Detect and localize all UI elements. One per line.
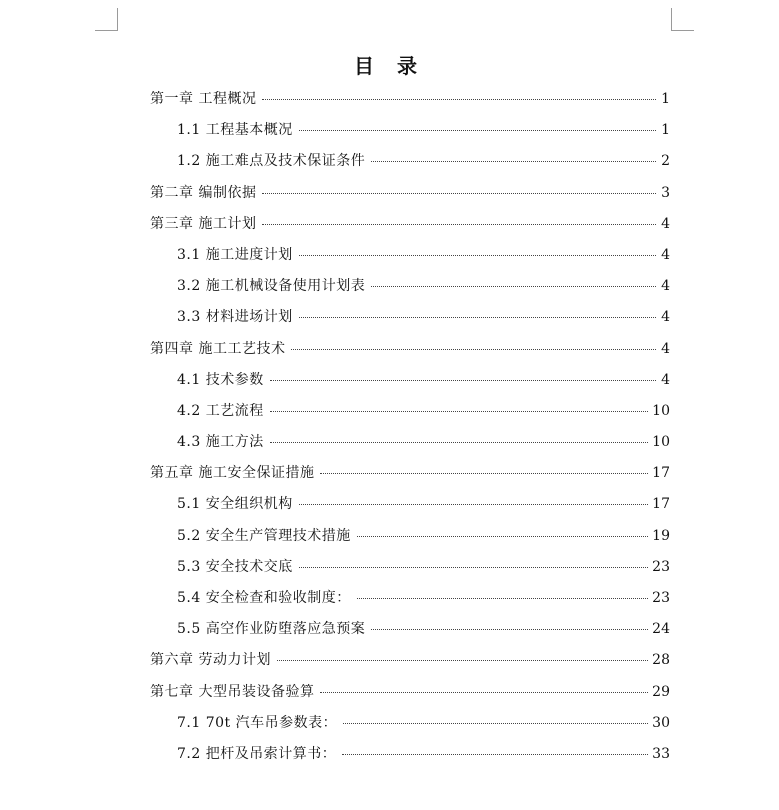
toc-page-number: 1	[661, 91, 670, 107]
toc-entry-label: 5.3 安全技术交底	[177, 558, 293, 575]
page-corner-mark-top-right	[671, 8, 694, 31]
toc-dot-leader	[270, 410, 648, 412]
toc-page-number: 10	[652, 434, 670, 451]
toc-chapter-entry[interactable]	[150, 645, 670, 676]
toc-section-entry[interactable]	[150, 521, 670, 552]
toc-entry-label: 1.1 工程基本概况	[177, 122, 293, 139]
toc-chapter-entry[interactable]	[150, 178, 670, 209]
toc-dot-leader	[299, 254, 656, 256]
toc-section-entry[interactable]	[150, 302, 670, 333]
toc-section-entry[interactable]	[150, 271, 670, 302]
toc-dot-leader	[299, 316, 656, 318]
toc-page-number: 33	[652, 745, 670, 762]
toc-entry-label: 1.2 施工难点及技术保证条件	[177, 153, 366, 170]
toc-dot-leader	[371, 628, 648, 630]
toc-page-number: 28	[652, 652, 670, 669]
toc-entry-label: 第三章 施工计划	[150, 215, 257, 232]
toc-section-entry[interactable]	[150, 240, 670, 271]
toc-entry-label: 第二章 编制依据	[150, 184, 257, 201]
toc-dot-leader	[262, 98, 656, 100]
toc-dot-leader	[343, 722, 648, 724]
toc-dot-leader	[277, 659, 648, 661]
toc-chapter-entry[interactable]	[150, 84, 670, 115]
toc-entry-label: 第六章 劳动力计划	[150, 652, 271, 669]
toc-section-entry[interactable]	[150, 115, 670, 146]
toc-section-entry[interactable]	[150, 583, 670, 614]
toc-page-number: 2	[661, 153, 670, 170]
toc-page-number: 4	[661, 371, 670, 388]
table-of-contents	[150, 84, 670, 770]
toc-chapter-entry[interactable]	[150, 677, 670, 708]
toc-entry-label: 第七章 大型吊装设备验算	[150, 683, 315, 700]
toc-section-entry[interactable]	[150, 614, 670, 645]
toc-entry-label: 7.1 70t 汽车吊参数表：	[177, 714, 338, 731]
page-corner-mark-top-left	[95, 8, 118, 31]
toc-section-entry[interactable]	[150, 489, 670, 520]
toc-dot-leader	[357, 597, 648, 599]
toc-entry-label: 5.5 高空作业防堕落应急预案	[177, 621, 366, 638]
toc-dot-leader	[357, 535, 648, 537]
toc-entry-label: 3.3 材料进场计划	[177, 309, 293, 326]
toc-page-number: 17	[652, 465, 670, 482]
toc-entry-label: 4.2 工艺流程	[177, 402, 264, 419]
toc-page-number: 29	[652, 683, 670, 700]
toc-dot-leader	[342, 753, 648, 755]
toc-section-entry[interactable]	[150, 365, 670, 396]
toc-page-number: 19	[652, 527, 670, 544]
toc-dot-leader	[299, 566, 648, 568]
toc-dot-leader	[320, 691, 648, 693]
toc-page-number: 4	[661, 246, 670, 263]
toc-page-number: 4	[661, 215, 670, 232]
toc-entry-label: 4.1 技术参数	[177, 371, 264, 388]
toc-chapter-entry[interactable]	[150, 334, 670, 365]
toc-section-entry[interactable]	[150, 739, 670, 770]
toc-section-entry[interactable]	[150, 552, 670, 583]
toc-title: 目 录	[354, 54, 425, 78]
toc-entry-label: 3.1 施工进度计划	[177, 246, 293, 263]
toc-entry-label: 第一章 工程概况	[150, 91, 257, 107]
toc-page-number: 1	[661, 122, 670, 139]
toc-entry-label: 5.1 安全组织机构	[177, 496, 293, 513]
toc-page-number: 4	[661, 309, 670, 326]
toc-page-number: 17	[652, 496, 670, 513]
toc-dot-leader	[262, 223, 656, 225]
toc-dot-leader	[262, 192, 656, 194]
toc-dot-leader	[371, 285, 656, 287]
toc-entry-label: 5.2 安全生产管理技术措施	[177, 527, 351, 544]
toc-dot-leader	[270, 379, 656, 381]
toc-dot-leader	[320, 472, 648, 474]
toc-section-entry[interactable]	[150, 708, 670, 739]
toc-chapter-entry[interactable]	[150, 458, 670, 489]
toc-section-entry[interactable]	[150, 146, 670, 177]
toc-entry-label: 5.4 安全检查和验收制度：	[177, 590, 351, 606]
toc-page-number: 30	[652, 714, 670, 731]
toc-entry-label: 第五章 施工安全保证措施	[150, 465, 315, 482]
toc-dot-leader	[371, 160, 656, 162]
toc-dot-leader	[291, 348, 656, 350]
toc-section-entry[interactable]	[150, 427, 670, 458]
toc-dot-leader	[299, 503, 648, 505]
toc-page-number: 23	[652, 558, 670, 575]
toc-page-number: 3	[661, 184, 670, 201]
toc-page-number: 4	[661, 340, 670, 357]
toc-entry-label: 7.2 把杆及吊索计算书：	[177, 745, 337, 762]
toc-dot-leader	[270, 441, 648, 443]
toc-entry-label: 第四章 施工工艺技术	[150, 340, 286, 357]
toc-dot-leader	[299, 129, 656, 131]
toc-page-number: 24	[652, 621, 670, 638]
toc-entry-label: 3.2 施工机械设备使用计划表	[177, 278, 366, 295]
toc-page-number: 23	[652, 590, 670, 606]
toc-section-entry[interactable]	[150, 396, 670, 427]
toc-entry-label: 4.3 施工方法	[177, 434, 264, 451]
toc-chapter-entry[interactable]	[150, 209, 670, 240]
toc-page-number: 10	[652, 402, 670, 419]
toc-page-number: 4	[661, 278, 670, 295]
